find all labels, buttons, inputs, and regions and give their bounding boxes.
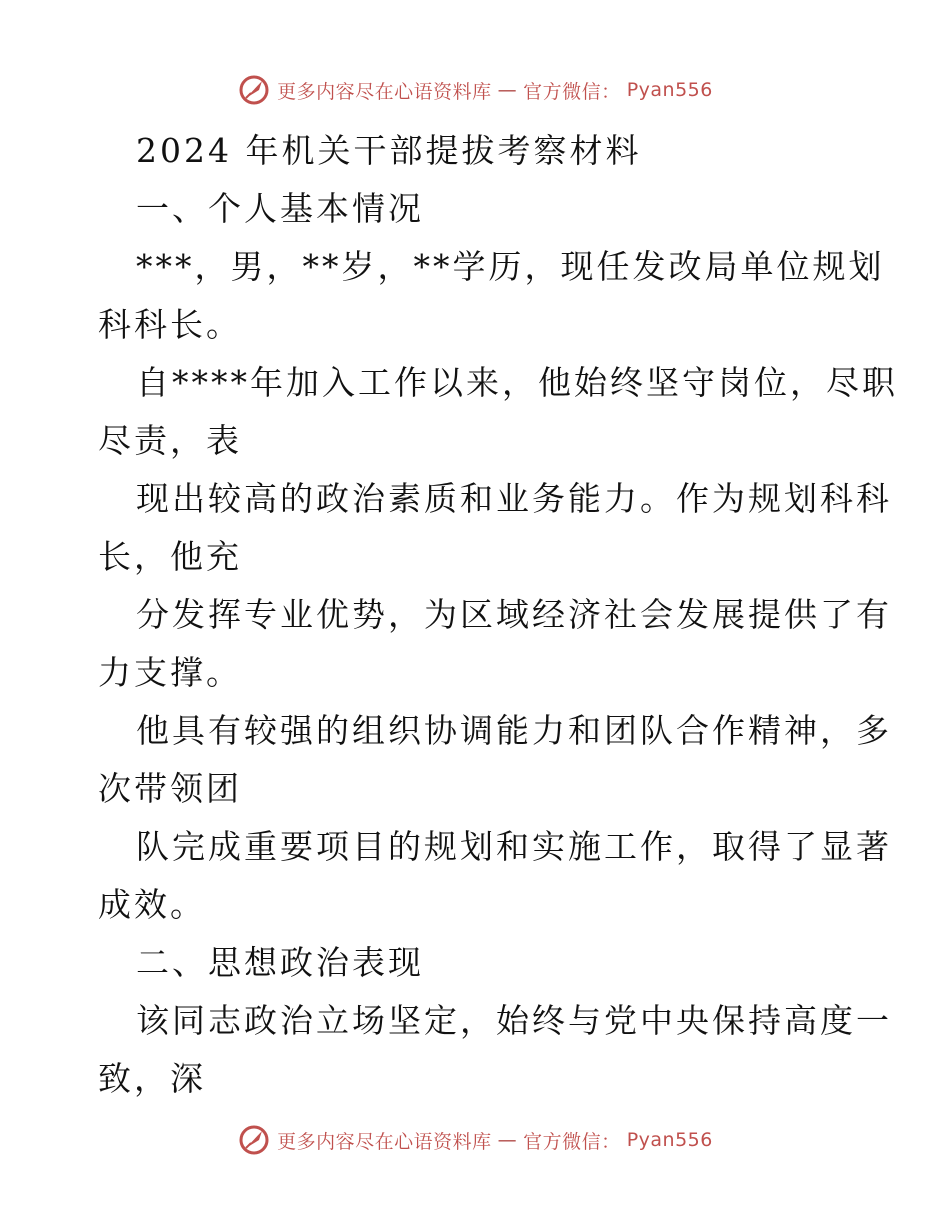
paragraph-line: 成效。: [98, 885, 206, 924]
watermark-separator: —: [497, 1129, 518, 1151]
paragraph-line: 致，深: [98, 1059, 206, 1098]
section-heading: 二、思想政治表现: [136, 943, 424, 982]
footer-watermark: [0, 1120, 950, 1160]
watermark-id: Pyan556: [626, 1129, 713, 1151]
paragraph-line: 长，他充: [98, 537, 242, 576]
watermark-separator: —: [497, 79, 518, 101]
watermark-label: 官方微信：: [523, 80, 621, 103]
quill-logo-icon: [237, 1123, 271, 1157]
header-watermark: [0, 70, 950, 110]
section-heading: 一、个人基本情况: [136, 189, 424, 228]
paragraph-line: 该同志政治立场坚定，始终与党中央保持高度一: [136, 1001, 892, 1040]
watermark-text: 更多内容尽在心语资料库: [277, 1130, 492, 1153]
watermark-id: Pyan556: [626, 79, 713, 101]
document-title: 2024 年机关干部提拔考察材料: [136, 131, 642, 170]
paragraph-line: 自****年加入工作以来，他始终坚守岗位，尽职: [136, 363, 898, 402]
paragraph-line: 尽责，表: [98, 421, 242, 460]
paragraph-line: 他具有较强的组织协调能力和团队合作精神，多: [136, 711, 892, 750]
paragraph-line: 科科长。: [98, 305, 242, 344]
watermark-label: 官方微信：: [523, 1130, 621, 1153]
paragraph-line: 分发挥专业优势，为区域经济社会发展提供了有: [136, 595, 892, 634]
paragraph-line: ***，男，**岁，**学历，现任发改局单位规划: [136, 247, 885, 286]
paragraph-line: 力支撑。: [98, 653, 242, 692]
watermark-text: 更多内容尽在心语资料库: [277, 80, 492, 103]
paragraph-line: 次带领团: [98, 769, 242, 808]
quill-logo-icon: [237, 73, 271, 107]
paragraph-line: 现出较高的政治素质和业务能力。作为规划科科: [136, 479, 892, 518]
paragraph-line: 队完成重要项目的规划和实施工作，取得了显著: [136, 827, 892, 866]
document-body: [98, 122, 898, 1108]
